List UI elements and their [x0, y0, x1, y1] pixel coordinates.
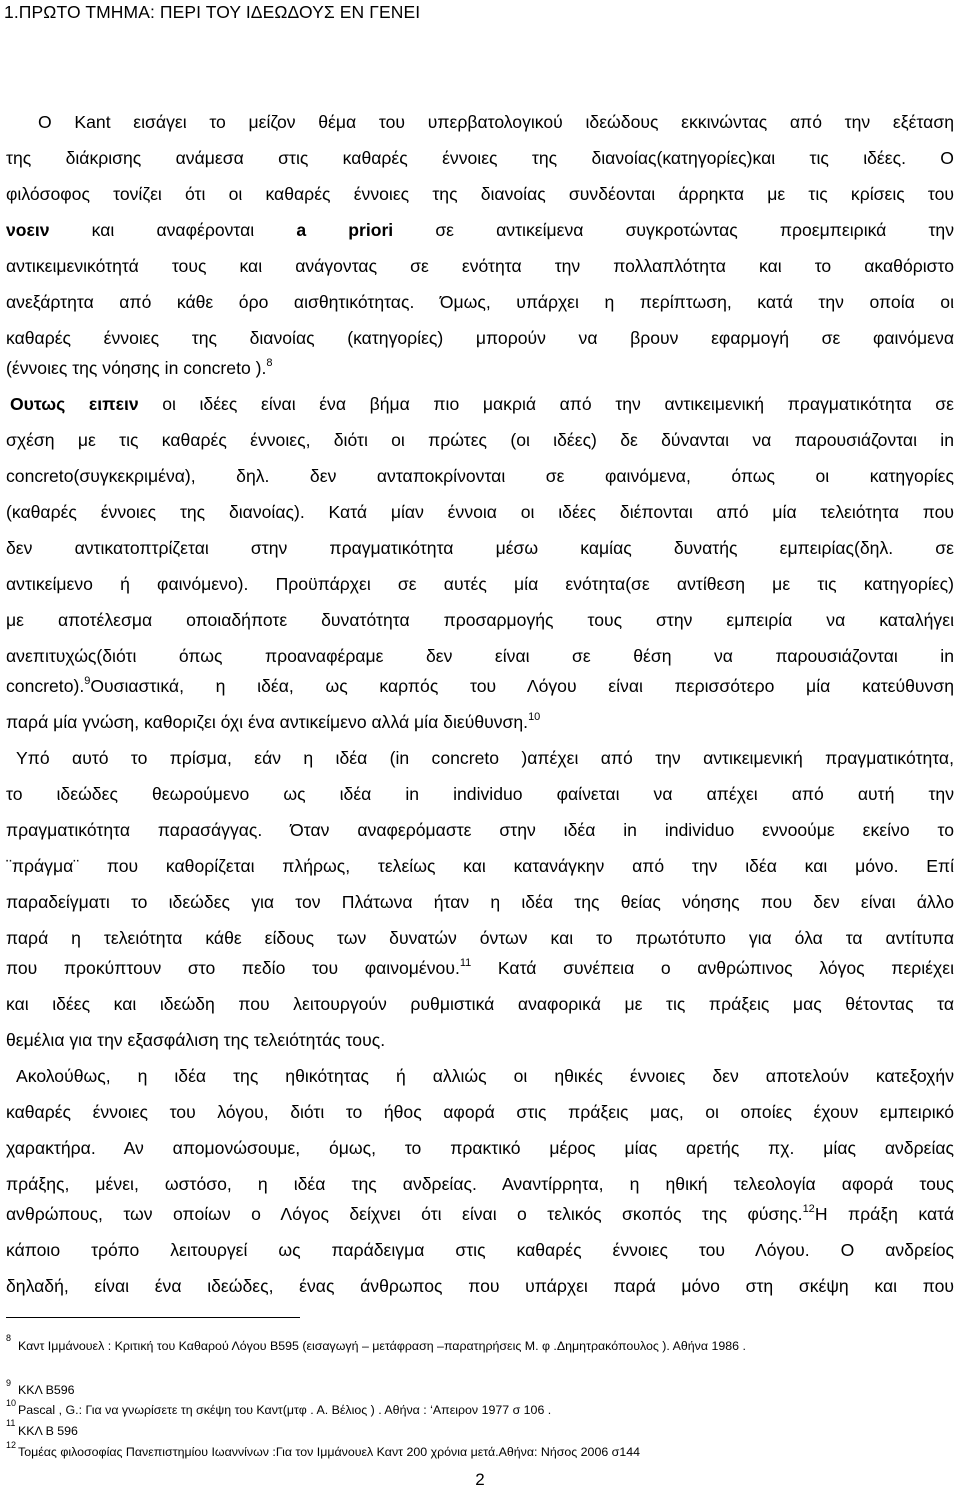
paragraph-line: με αποτέλεσμα οποιαδήποτε δυνατότητα προσαρμογής τους στην εμπειρία να καταλήγει [6, 610, 954, 630]
footnote-ref: 10 [528, 711, 541, 723]
paragraph-line: αντικειμενικότητά τους και ανάγοντας σε ενότητα την πολλαπλότητα και το ακαθόριστο [6, 256, 954, 276]
paragraph-line: πραγματικότητα παρασάγγας. Όταν αναφερόμαστε στην ιδέα in individuo εννοούμε εκείνο το [6, 820, 954, 840]
line-segment: concreto). [6, 676, 85, 696]
line-segment: που προκύπτουν στο πεδίο του φαινομένου. [6, 958, 460, 978]
paragraph-line: σχέση με τις καθαρές έννοιες, διότι οι πρώτες (οι ιδέες) δε δύνανται να παρουσιάζονται in [6, 430, 954, 450]
line-segment: οι ιδέες είναι ένα βήμα πιο μακριά από την αντικειμενική πραγματικότητα σε [138, 394, 954, 414]
line-segment: Η πράξη κατά [814, 1204, 954, 1224]
paragraph-line: ¨πράγμα¨ που καθορίζεται πλήρως, τελείως και κατανάγκην από την ιδέα και μόνο. Επί [6, 856, 954, 876]
paragraph-line: θεμέλια για την εξασφάλιση της τελειότητάς τους. [6, 1030, 386, 1050]
paragraph-line: φιλόσοφος τονίζει ότι οι καθαρές έννοιες της διανοίας συνδέονται άρρηκτα με τις κρίσεις του [6, 184, 954, 204]
paragraph-line: χαρακτήρα. Αν απομονώσουμε, όμως, το πρακτικό μέρος μίας αρετής πχ. μίας ανδρείας [6, 1138, 954, 1158]
footnote-ref: 12 [802, 1203, 815, 1215]
paragraph-line [10, 391, 954, 417]
footnote-ref: 11 [459, 957, 472, 969]
paragraph-line: παρά η τελειότητα κάθε είδους των δυνατών όντων και το πρωτότυπο για όλα τα αντίτυπα [6, 928, 954, 948]
line-segment: σε αντικείμενα συγκροτώντας προεμπειρικά την [393, 220, 954, 240]
section-heading: 1.ΠΡΩΤΟ ΤΜΗΜΑ: ΠΕΡΙ ΤΟΥ ΙΔΕΩΔΟΥΣ ΕΝ ΓΕΝΕΙ [4, 2, 421, 22]
footnote-text: ΚΚΛ Β 596 [18, 1424, 78, 1438]
paragraph-line: καθαρές έννοιες της διανοίας (κατηγορίες) μπορούν να βρουν εφαρμογή σε φαινόμενα [6, 328, 954, 348]
paragraph-line: και ιδέες και ιδεώδη που λειτουργούν ρυθμιστικά αναφορικά με τις πράξεις μας θέτοντας τα [6, 994, 954, 1014]
paragraph-line [6, 1201, 954, 1227]
paragraph-line: το ιδεώδες θεωρούμενο ως ιδέα in individuo φαίνεται να απέχει από αυτή την [6, 784, 954, 804]
paragraph-line: Ο Kant εισάγει το μείζον θέμα του υπερβατολογικού ιδεώδους εκκινώντας από την εξέταση [38, 112, 954, 132]
greek-term: Ουτως ειπειν [10, 394, 139, 414]
footnote-text: Καντ Ιμμάνουελ : Κριτική του Καθαρού Λόγου Β595 (εισαγωγή – μετάφραση –παρατηρήσεις Μ. φ .Δημητρακόπουλος ). Αθήνα 1986 . [18, 1339, 746, 1353]
footnote-number: 12 [6, 1440, 17, 1450]
footnote-number: 10 [6, 1398, 17, 1408]
footnote-text: Τομέας φιλοσοφίας Πανεπιστημίου Ιωαννίνων :Για τον Ιμμάνουελ Καντ 200 χρόνια μετά.Αθήνα: Νήσος 2006 σ144 [18, 1445, 640, 1459]
paragraph-line: Υπό αυτό το πρίσμα, εάν η ιδέα (in concreto )απέχει από την αντικειμενική πραγματικότητα, [16, 748, 954, 768]
paragraph-line: ανεπιτυχώς(διότι όπως προαναφέραμε δεν είναι σε θέση να παρουσιάζονται in [6, 646, 954, 666]
page-number: 2 [475, 1470, 485, 1489]
paragraph-line: της διάκρισης ανάμεσα στις καθαρές έννοιες της διανοίας(κατηγορίες)και τις ιδέες. Ο [6, 148, 954, 168]
paragraph-line: δηλαδή, είναι ένα ιδεώδες, ένας άνθρωπος που υπάρχει παρά μόνο στη σκέψη και που [6, 1276, 954, 1296]
paragraph-line [6, 955, 954, 981]
line-segment: ανθρώπους, των οποίων ο Λόγος δείχνει ότι είναι ο τελικός σκοπός της φύσης. [6, 1204, 803, 1224]
footnote-text: Pascal , G.: Για να γνωρίσετε τη σκέψη του Καντ(μτφ . Α. Βέλιος ) . Αθήνα : ‘Απειρον 1977 σ 106 . [18, 1403, 552, 1417]
line-segment: Κατά συνέπεια ο ανθρώπινος λόγος περιέχει [471, 958, 954, 978]
line-segment: και αναφέρονται [49, 220, 297, 240]
footnote-separator [6, 1317, 300, 1318]
footnote-number: 9 [6, 1378, 12, 1388]
paragraph-line: καθαρές έννοιες του λόγου, διότι το ήθος αφορά στις πράξεις μας, οι οποίες έχουν εμπειρικό [6, 1102, 954, 1122]
paragraph-line [6, 217, 954, 243]
line-segment: (έννοιες της νόησης in concreto ). [6, 358, 267, 378]
latin-term: a priori [296, 220, 394, 240]
paragraph-line: (καθαρές έννοιες της διανοίας). Κατά μίαν έννοια οι ιδέες διέπονται από μία τελειότητα που [6, 502, 954, 522]
paragraph-line: concreto(συγκεκριμένα), δηλ. δεν ανταποκρίνονται σε φαινόμενα, όπως οι κατηγορίες [6, 466, 954, 486]
footnote-number: 8 [6, 1333, 12, 1343]
paragraph-line [6, 673, 954, 699]
greek-term: νοειν [6, 220, 50, 240]
paragraph-line: Ακολούθως, η ιδέα της ηθικότητας ή αλλιώς οι ηθικές έννοιες δεν αποτελούν κατεξοχήν [16, 1066, 954, 1086]
footnote-ref: 9 [84, 675, 91, 687]
paragraph-line [6, 355, 954, 381]
paragraph-line: παραδείγματι το ιδεώδες για τον Πλάτωνα ήταν η ιδέα της θείας νόησης που δεν είναι άλλο [6, 892, 954, 912]
paragraph-line: αντικείμενο ή φαινόμενο). Προϋπάρχει σε αυτές μία ενότητα(σε αντίθεση με τις κατηγορίες) [6, 574, 954, 594]
paragraph-line: πράξης, μένει, ωστόσο, η ιδέα της ανδρείας. Αναντίρρητα, η ηθική τελεολογία αφορά τους [6, 1174, 954, 1194]
footnote-ref: 8 [266, 357, 273, 369]
paragraph-line: δεν αντικατοπτρίζεται στην πραγματικότητα μέσω καμίας δυνατής εμπειρίας(δηλ. σε [6, 538, 954, 558]
footnote-text: ΚΚΛ Β596 [18, 1383, 75, 1397]
line-segment: παρά μία γνώση, καθοριζει όχι ένα αντικείμενο αλλά μία διεύθυνση. [6, 712, 529, 732]
paragraph-line: κάποιο τρόπο λειτουργεί ως παράδειγμα στις καθαρές έννοιες του Λόγου. Ο ανδρείος [6, 1240, 954, 1260]
line-segment: Ουσιαστικά, η ιδέα, ως καρπός του Λόγου είναι περισσότερο μία κατεύθυνση [90, 676, 954, 696]
paragraph-line [6, 709, 954, 735]
footnote-number: 11 [6, 1418, 16, 1428]
paragraph-line: ανεξάρτητα από κάθε όρο αισθητικότητας. Όμως, υπάρχει η περίπτωση, κατά την οποία οι [6, 292, 954, 312]
